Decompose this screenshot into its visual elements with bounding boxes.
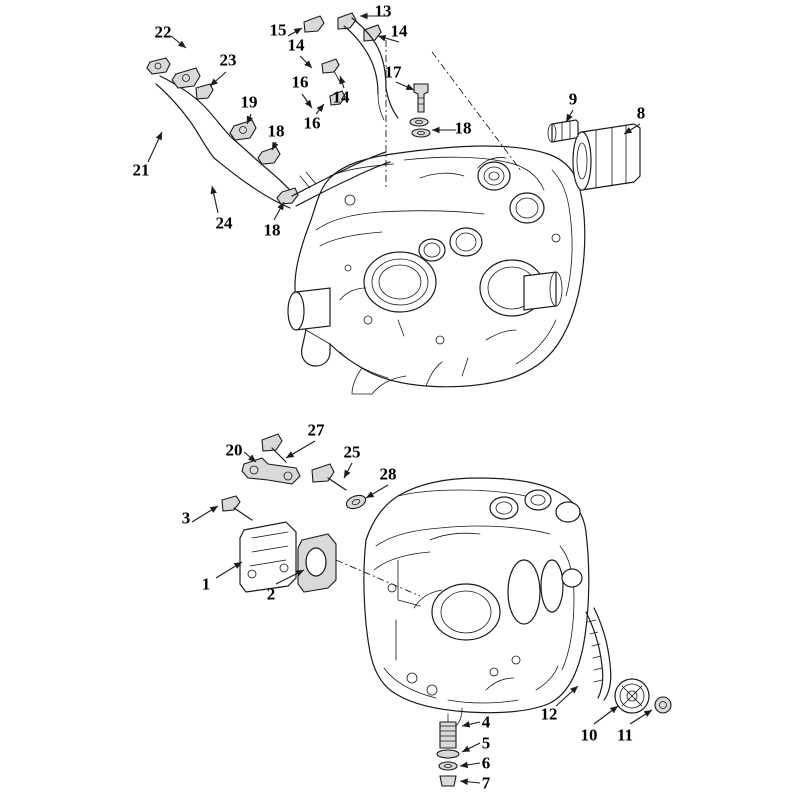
callout-28: 28 [379,464,397,484]
callout-20: 20 [225,440,243,460]
callout-25: 25 [343,442,361,462]
callout-19: 19 [240,92,258,112]
callout-1: 1 [201,574,211,594]
callout-21: 21 [132,160,150,180]
callout-14-b: 14 [332,87,350,107]
chain-and-sprocket [586,608,671,713]
oil-strainer-stack [437,714,480,786]
callout-2: 2 [266,584,276,604]
callout-3: 3 [181,508,191,528]
callout-11: 11 [616,725,634,745]
callout-18-b: 18 [263,220,281,240]
callout-18-c: 18 [454,118,472,138]
callout-14-a: 14 [287,35,305,55]
bolt-part-17 [414,84,428,112]
oil-filter-part-8 [573,124,640,190]
lower-crankcase-body [364,478,589,726]
filter-nipple-part-9 [548,120,578,142]
callout-9: 9 [568,89,578,109]
callout-8: 8 [636,103,646,123]
callout-6: 6 [481,753,491,773]
callout-24: 24 [215,213,233,233]
callout-10: 10 [580,725,598,745]
callout-12: 12 [540,704,558,724]
callout-15: 15 [269,20,287,40]
callout-18-a: 18 [267,121,285,141]
callout-17: 17 [384,62,402,82]
callout-22: 22 [154,22,172,42]
callout-4: 4 [481,712,491,732]
callout-13: 13 [374,1,392,21]
callout-5: 5 [481,733,491,753]
upper-crankcase-body [288,146,585,394]
callout-27: 27 [307,420,325,440]
callout-16-b: 16 [303,113,321,133]
callout-16-a: 16 [291,72,309,92]
callout-14-c: 14 [390,21,408,41]
callout-7: 7 [481,773,491,793]
callout-23: 23 [219,50,237,70]
bolt-part-3 [222,496,252,520]
